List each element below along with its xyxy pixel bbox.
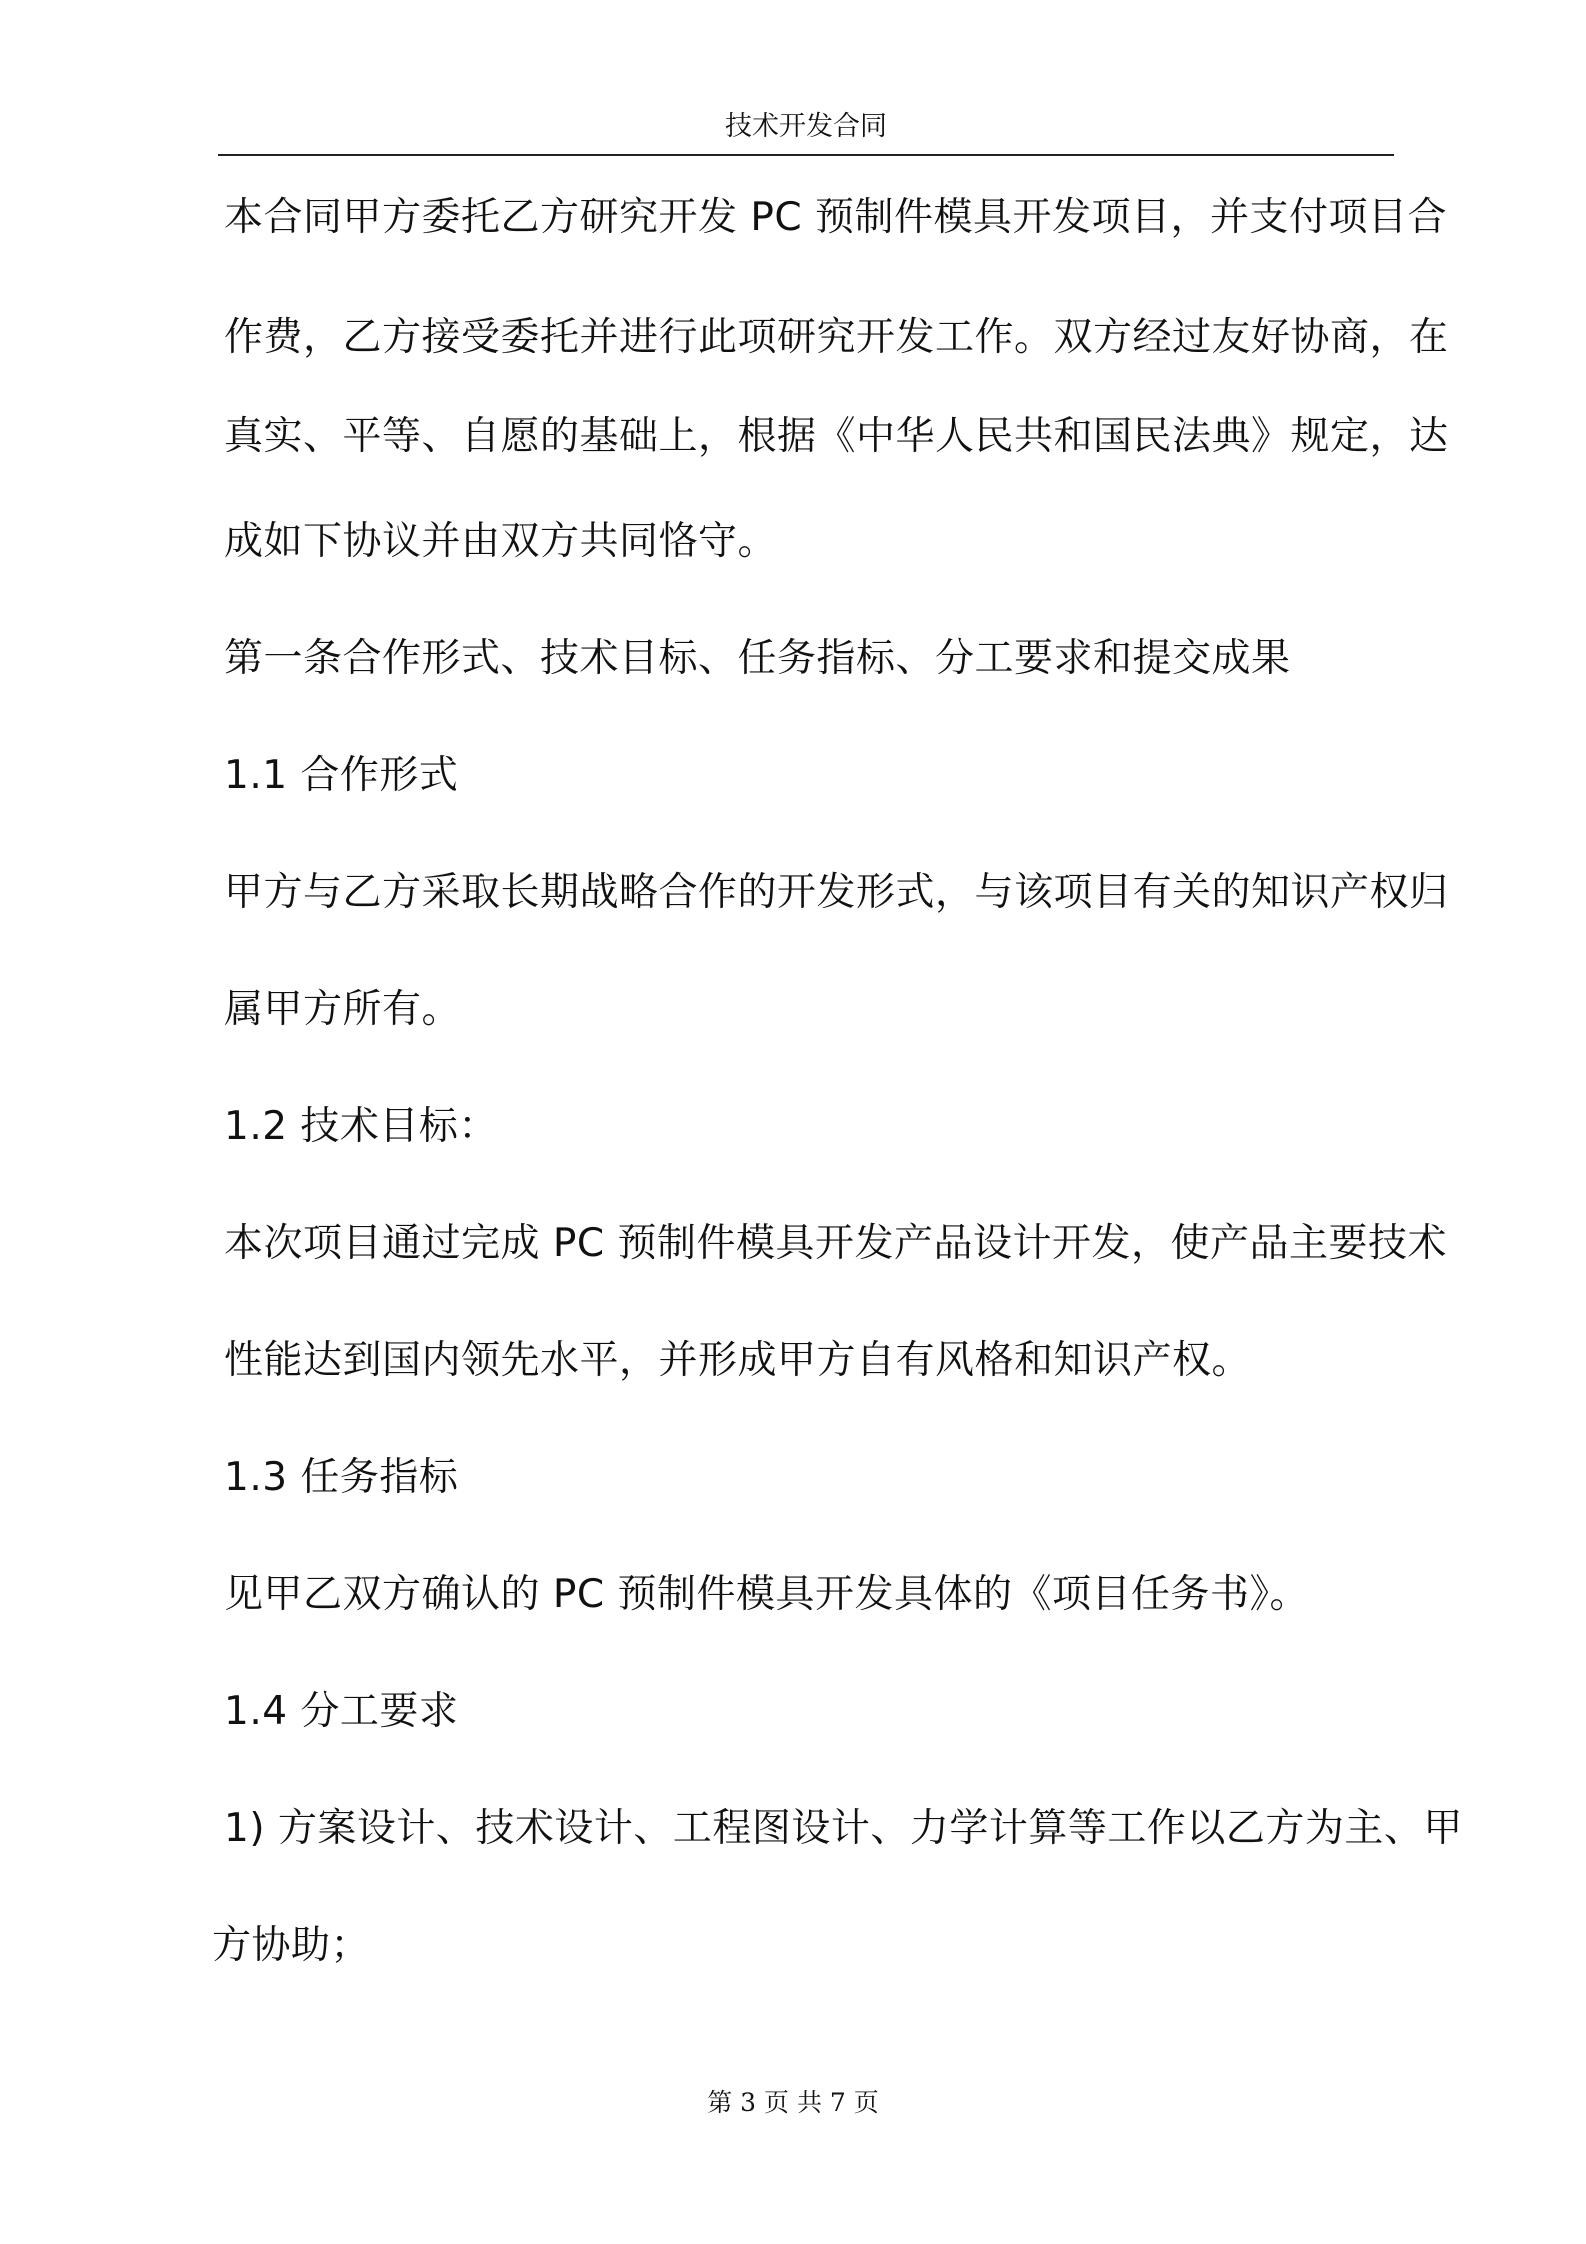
page-header-title: 技术开发合同: [218, 112, 1394, 156]
body-line-3: 真实、平等、自愿的基础上，根据《中华人民共和国民法典》规定，达: [224, 414, 1449, 459]
body-line-11: 性能达到国内领先水平，并形成甲方自有风格和知识产权。: [224, 1338, 1252, 1383]
subsection-heading-1-1: 1.1 合作形式: [224, 753, 459, 798]
body-line-10: 本次项目通过完成 PC 预制件模具开发产品设计开发，使产品主要技术: [224, 1221, 1448, 1266]
page-number: 第 3 页 共 7 页: [707, 2088, 879, 2117]
body-line-16: 方协助；: [212, 1923, 371, 1968]
body-line-2: 作费，乙方接受委托并进行此项研究开发工作。双方经过友好协商，在: [224, 315, 1449, 360]
body-line-1: 本合同甲方委托乙方研究开发 PC 预制件模具开发项目，并支付项目合: [224, 195, 1448, 240]
body-line-13: 见甲乙双方确认的 PC 预制件模具开发具体的《项目任务书》。: [224, 1572, 1310, 1617]
section-heading-article-1: 第一条合作形式、技术目标、任务指标、分工要求和提交成果: [224, 636, 1291, 681]
body-line-15: 1) 方案设计、技术设计、工程图设计、力学计算等工作以乙方为主、甲: [224, 1806, 1463, 1851]
subsection-heading-1-4: 1.4 分工要求: [224, 1689, 459, 1734]
body-line-8: 属甲方所有。: [224, 987, 462, 1032]
body-line-4: 成如下协议并由双方共同恪守。: [224, 519, 778, 564]
subsection-heading-1-3: 1.3 任务指标: [224, 1455, 459, 1500]
subsection-heading-1-2: 1.2 技术目标：: [224, 1104, 498, 1149]
body-line-7: 甲方与乙方采取长期战略合作的开发形式，与该项目有关的知识产权归: [224, 870, 1449, 915]
